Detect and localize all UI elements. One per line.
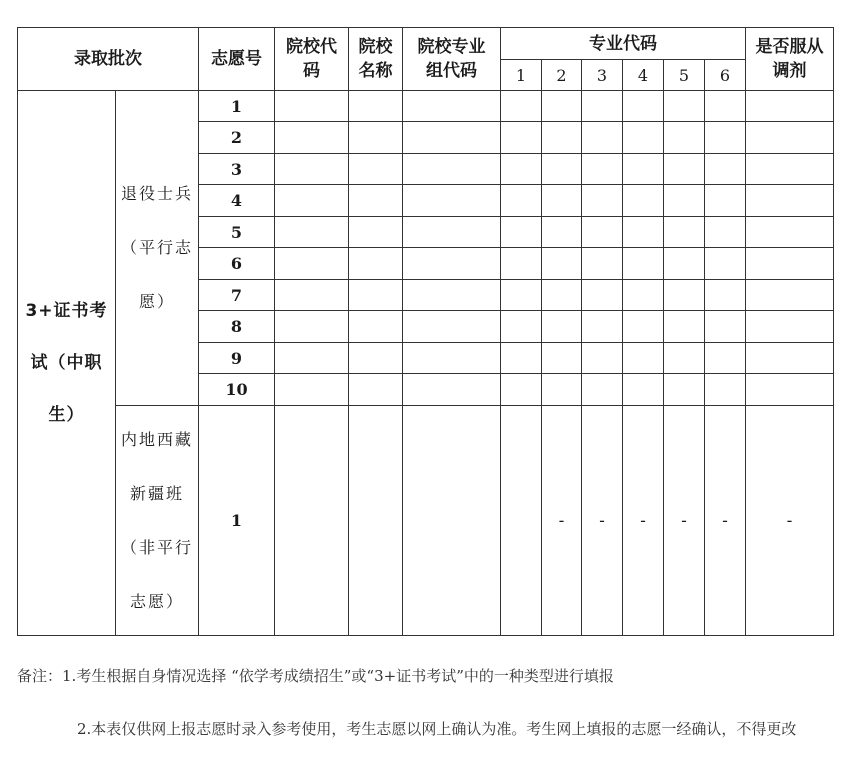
major-code-input-3[interactable] — [582, 185, 623, 217]
major-code-input-1[interactable] — [501, 248, 542, 280]
major-code-input-5[interactable] — [664, 122, 705, 154]
major-code-input-4[interactable] — [623, 343, 664, 374]
major-code-input-5[interactable] — [664, 185, 705, 217]
major-code-input-5[interactable]: - — [664, 406, 705, 636]
adjust-input[interactable] — [746, 374, 834, 406]
major-code-input-1[interactable] — [501, 311, 542, 343]
adjust-input[interactable] — [746, 154, 834, 185]
school-code-input[interactable] — [275, 248, 349, 280]
school-code-input[interactable] — [275, 343, 349, 374]
wish-number: 8 — [199, 311, 275, 343]
wish-number: 10 — [199, 374, 275, 406]
major-code-input-1[interactable] — [501, 217, 542, 248]
major-code-input-2[interactable] — [542, 91, 582, 122]
note-2 — [77, 717, 842, 741]
main-category-text: 3+证书考试（中职生） — [25, 301, 108, 425]
major-code-input-2[interactable] — [542, 185, 582, 217]
major-code-input-6[interactable]: - — [705, 406, 746, 636]
group2-category-text: 内地西藏新疆班（非平行志愿） — [120, 429, 193, 611]
header-major-col-6: 6 — [705, 60, 746, 91]
major-code-input-1[interactable] — [501, 91, 542, 122]
school-name-input[interactable] — [349, 280, 403, 311]
major-code-input-3[interactable] — [582, 91, 623, 122]
school-name-input[interactable] — [349, 154, 403, 185]
wish-number: 7 — [199, 280, 275, 311]
major-code-input-6[interactable] — [705, 91, 746, 122]
note-2-text: 2.本表仅供网上报志愿时录入参考使用，考生志愿以网上确认为准。考生网上填报的志愿一经确认，不得更改 — [77, 720, 797, 738]
table-row — [18, 91, 834, 122]
major-code-input-6[interactable] — [705, 122, 746, 154]
group-code-input[interactable] — [403, 406, 501, 636]
adjust-input[interactable] — [746, 343, 834, 374]
major-code-input-1[interactable] — [501, 343, 542, 374]
group-code-input[interactable] — [403, 185, 501, 217]
major-code-input-1[interactable] — [501, 374, 542, 406]
note-1 — [17, 664, 847, 688]
school-code-input[interactable] — [275, 406, 349, 636]
major-code-input-1[interactable] — [501, 154, 542, 185]
header-major-col-5: 5 — [664, 60, 705, 91]
note-1-text: 1.考生根据自身情况选择 “依学考成绩招生”或“3+证书考试”中的一种类型进行填报 — [62, 667, 614, 685]
adjust-input[interactable] — [746, 280, 834, 311]
header-adjust — [746, 28, 834, 91]
table-row — [18, 406, 834, 636]
wish-number: 6 — [199, 248, 275, 280]
adjust-input[interactable] — [746, 248, 834, 280]
major-code-input-2[interactable] — [542, 122, 582, 154]
adjust-input[interactable] — [746, 91, 834, 122]
major-code-input-6[interactable] — [705, 311, 746, 343]
school-name-input[interactable] — [349, 91, 403, 122]
major-code-input-3[interactable] — [582, 122, 623, 154]
major-code-input-5[interactable] — [664, 280, 705, 311]
school-name-input[interactable] — [349, 406, 403, 636]
major-code-input-1[interactable] — [501, 122, 542, 154]
header-school-name — [349, 28, 403, 91]
major-code-input-2[interactable]: - — [542, 406, 582, 636]
major-code-input-3[interactable] — [582, 248, 623, 280]
header-major-col-4: 4 — [623, 60, 664, 91]
group-code-input[interactable] — [403, 343, 501, 374]
major-code-input-6[interactable] — [705, 343, 746, 374]
major-code-input-5[interactable] — [664, 91, 705, 122]
major-code-input-4[interactable] — [623, 154, 664, 185]
major-code-input-5[interactable] — [664, 248, 705, 280]
group-code-input[interactable] — [403, 311, 501, 343]
major-code-input-3[interactable] — [582, 217, 623, 248]
major-code-input-1[interactable] — [501, 406, 542, 636]
major-code-input-5[interactable] — [664, 311, 705, 343]
major-code-input-4[interactable] — [623, 311, 664, 343]
adjust-input[interactable] — [746, 217, 834, 248]
application-form-table — [17, 27, 834, 636]
major-code-input-5[interactable] — [664, 154, 705, 185]
school-name-input[interactable] — [349, 311, 403, 343]
major-code-input-3[interactable] — [582, 280, 623, 311]
group-code-input[interactable] — [403, 217, 501, 248]
major-code-input-6[interactable] — [705, 185, 746, 217]
group-code-input[interactable] — [403, 122, 501, 154]
header-wish-no: 志愿号 — [199, 28, 275, 91]
group-code-input[interactable] — [403, 248, 501, 280]
group-code-input[interactable] — [403, 374, 501, 406]
major-code-input-4[interactable]: - — [623, 406, 664, 636]
major-code-input-5[interactable] — [664, 343, 705, 374]
adjust-input[interactable] — [746, 185, 834, 217]
group-code-input[interactable] — [403, 91, 501, 122]
main-category-cell — [18, 91, 116, 636]
header-major-col-3: 3 — [582, 60, 623, 91]
header-major-code: 专业代码 — [501, 28, 746, 60]
major-code-input-3[interactable] — [582, 311, 623, 343]
header-school-code — [275, 28, 349, 91]
major-code-input-2[interactable] — [542, 217, 582, 248]
school-code-input[interactable] — [275, 311, 349, 343]
school-name-input[interactable] — [349, 248, 403, 280]
header-major-col-1: 1 — [501, 60, 542, 91]
major-code-input-3[interactable] — [582, 154, 623, 185]
major-code-input-4[interactable] — [623, 217, 664, 248]
school-code-input[interactable] — [275, 154, 349, 185]
major-code-input-5[interactable] — [664, 374, 705, 406]
major-code-input-3[interactable] — [582, 374, 623, 406]
adjust-input[interactable]: - — [746, 406, 834, 636]
major-code-input-2[interactable] — [542, 343, 582, 374]
major-code-input-4[interactable] — [623, 185, 664, 217]
school-name-input[interactable] — [349, 217, 403, 248]
major-code-input-4[interactable] — [623, 280, 664, 311]
group1-category-text: 退役士兵（平行志愿） — [120, 184, 193, 311]
group1-category-cell — [116, 91, 199, 406]
wish-number: 3 — [199, 154, 275, 185]
major-code-input-2[interactable] — [542, 374, 582, 406]
group2-category-cell — [116, 406, 199, 636]
wish-number: 2 — [199, 122, 275, 154]
major-code-input-6[interactable] — [705, 248, 746, 280]
header-school-code-text: 院校代码 — [286, 37, 337, 81]
school-name-input[interactable] — [349, 185, 403, 217]
school-code-input[interactable] — [275, 122, 349, 154]
major-code-input-6[interactable] — [705, 374, 746, 406]
major-code-input-6[interactable] — [705, 280, 746, 311]
wish-number: 4 — [199, 185, 275, 217]
major-code-input-4[interactable] — [623, 122, 664, 154]
school-code-input[interactable] — [275, 91, 349, 122]
wish-number: 1 — [199, 406, 275, 636]
group-code-input[interactable] — [403, 154, 501, 185]
major-code-input-1[interactable] — [501, 185, 542, 217]
major-code-input-1[interactable] — [501, 280, 542, 311]
header-adjust-text: 是否服从调剂 — [755, 37, 824, 81]
school-name-input[interactable] — [349, 343, 403, 374]
major-code-input-3[interactable]: - — [582, 406, 623, 636]
adjust-input[interactable] — [746, 122, 834, 154]
adjust-input[interactable] — [746, 311, 834, 343]
school-code-input[interactable] — [275, 217, 349, 248]
major-code-input-4[interactable] — [623, 374, 664, 406]
school-code-input[interactable] — [275, 185, 349, 217]
school-code-input[interactable] — [275, 280, 349, 311]
major-code-input-2[interactable] — [542, 154, 582, 185]
major-code-input-4[interactable] — [623, 91, 664, 122]
header-major-col-2: 2 — [542, 60, 582, 91]
major-code-input-6[interactable] — [705, 154, 746, 185]
major-code-input-2[interactable] — [542, 311, 582, 343]
group-code-input[interactable] — [403, 280, 501, 311]
school-name-input[interactable] — [349, 122, 403, 154]
wish-number: 5 — [199, 217, 275, 248]
major-code-input-6[interactable] — [705, 217, 746, 248]
notes-prefix: 备注： — [17, 667, 63, 685]
school-name-input[interactable] — [349, 374, 403, 406]
header-group-code-text: 院校专业组代码 — [417, 37, 486, 81]
major-code-input-3[interactable] — [582, 343, 623, 374]
wish-number: 9 — [199, 343, 275, 374]
header-school-name-text: 院校名称 — [358, 37, 393, 81]
wish-number: 1 — [199, 91, 275, 122]
header-batch: 录取批次 — [18, 28, 199, 91]
major-code-input-4[interactable] — [623, 248, 664, 280]
header-group-code — [403, 28, 501, 91]
major-code-input-2[interactable] — [542, 248, 582, 280]
major-code-input-5[interactable] — [664, 217, 705, 248]
major-code-input-2[interactable] — [542, 280, 582, 311]
school-code-input[interactable] — [275, 374, 349, 406]
